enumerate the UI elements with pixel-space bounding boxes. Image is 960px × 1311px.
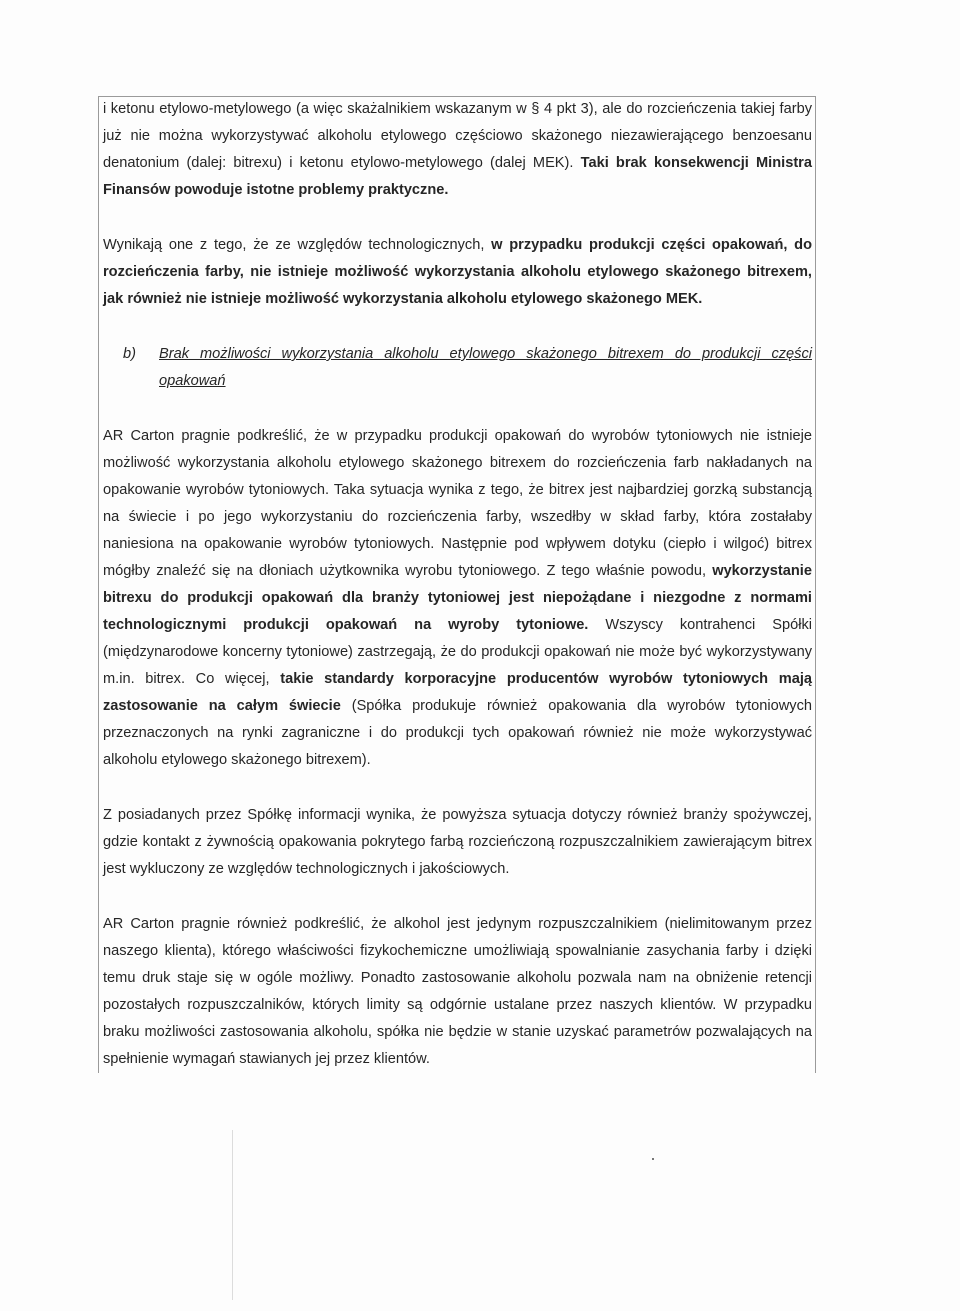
paragraph-3-bold-2: takie standardy korporacyjne producentów wyrobów tytoniowych mają zastosowanie na całym świecie: [103, 671, 813, 714]
paragraph-3-bold-1: wykorzystanie bitrexu do produkcji opakowań dla branży tytoniowej jest niepożądane i niezgodne z normami technologicznymi produkcji opakowań na wyroby tytoniowe.: [103, 563, 812, 633]
paragraph-3-text-3: (Spółka produkuje również opakowania dla wyrobów tytoniowych przeznaczonych na rynki zagraniczne i do produkcji tych opakowań również nie może wykorzystywać alkoholu etylowego skażonego bitrexem).: [103, 698, 812, 768]
text-column: [98, 96, 816, 1073]
paragraph-3-text-2: Wszyscy kontrahenci Spółki (międzynarodowe koncerny tytoniowe) zastrzegają, że do produkcji opakowań nie może być wykorzystywany m.in. bitrex. Co więcej,: [103, 617, 813, 687]
paragraph-2-bold: w przypadku produkcji części opakowań, do rozcieńczenia farby, nie istnieje możliwość wykorzystania alkoholu etylowego skażonego bitrexem, jak również nie istnieje możliwość wykorzystania alkoholu etylowego skażonego MEK.: [103, 237, 812, 307]
paragraph-5: AR Carton pragnie również podkreślić, że alkohol jest jedynym rozpuszczalnikiem (nielimitowanym przez naszego klienta), którego właściwości fizykochemiczne umożliwiają spowalnianie zasychania farby i dzięki temu druk staje się w ogóle możliwy. Ponadto zastosowanie alkoholu pozwala nam na obniżenie retencji pozostałych rozpuszczalników, których limity są odgórnie ustalane przez naszych klientów. W przypadku braku możliwości zastosowania alkoholu, spółka nie będzie w stanie uzyskać parametrów pozwalających na spełnienie wymagań stawianych jej przez klientów.: [103, 916, 812, 1067]
paragraph-3: [103, 423, 812, 774]
scan-speck: [652, 1158, 654, 1160]
paragraph-2-text: Wynikają one z tego, że ze względów technologicznych,: [103, 237, 485, 253]
paragraph-2: [103, 232, 812, 313]
paragraph-4: Z posiadanych przez Spółkę informacji wynika, że powyższa sytuacja dotyczy również branży spożywczej, gdzie kontakt z żywnością opakowania pokrytego farbą rozcieńczoną rozpuszczalnikiem zawierającym bitrex jest wykluczony ze względów technologicznych i jakościowych.: [103, 807, 812, 877]
paragraph-3-text-1: AR Carton pragnie podkreślić, że w przypadku produkcji opakowań do wyrobów tytoniowych nie istnieje możliwość wykorzystania alkoholu etylowego skażonego bitrexem do rozcieńczenia farb nakładanych na opakowanie wyrobów tytoniowych. Taka sytuacja wynika z tego, że bitrex jest najbardziej gorzką substancją na świecie i po jego wykorzystaniu do rozcieńczenia farby, wszedłby w skład farby, która zostałaby naniesiona na opakowanie wyrobów tytoniowych. Następnie pod wpływem dotyku (ciepło i wilgoć) bitrex mógłby znaleźć się na dłoniach użytkownika wyrobu tytoniowego. Z tego właśnie powodu,: [103, 428, 812, 579]
faint-vertical-line: [232, 1130, 233, 1300]
paragraph-1-text: i ketonu etylowo-metylowego (a więc skażalnikiem wskazanym w § 4 pkt 3), ale do rozcieńczenia takiej farby już nie można wykorzystywać alkoholu etylowego częściowo skażonego niezawierającego benzoesanu denatonium (dalej: bitrexu) i ketonu etylowo-metylowego (dalej MEK).: [103, 101, 812, 171]
paragraph-1-bold: Taki brak konsekwencji Ministra Finansów powoduje istotne problemy praktyczne.: [103, 155, 812, 198]
paragraph-1: [103, 96, 812, 204]
section-b-heading: [103, 341, 812, 395]
section-b-number: b): [123, 346, 136, 362]
section-b-title: Brak możliwości wykorzystania alkoholu etylowego skażonego bitrexem do produkcji części opakowań: [159, 346, 812, 389]
